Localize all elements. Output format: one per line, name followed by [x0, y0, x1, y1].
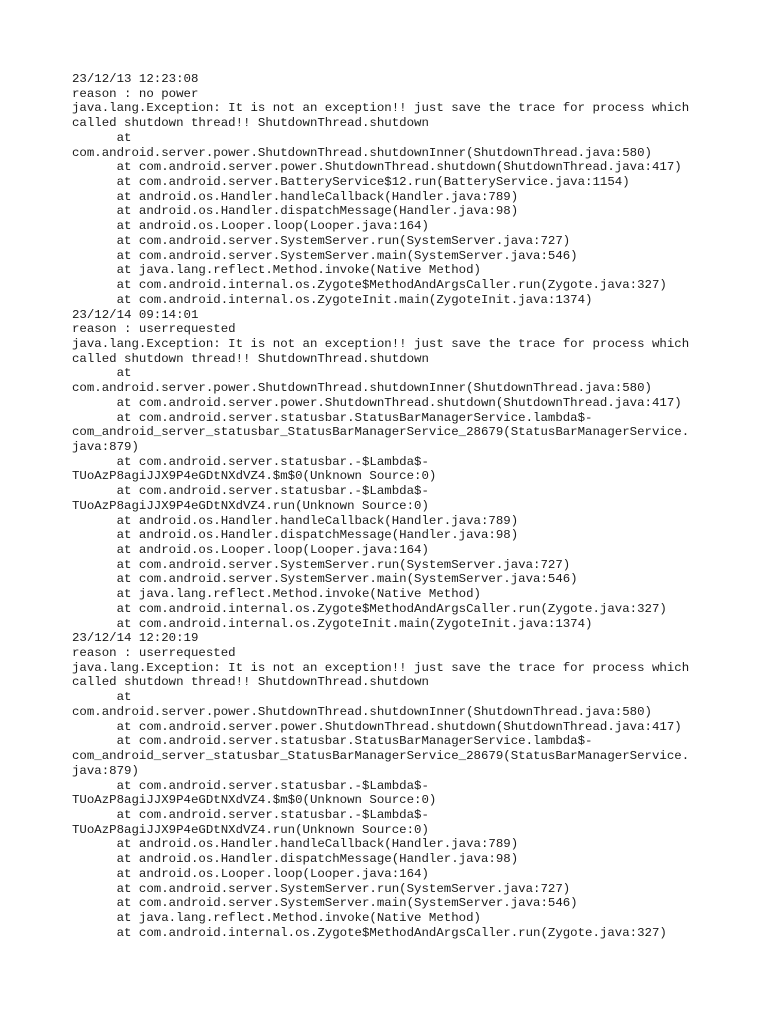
- log-line: java.lang.Exception: It is not an exception!! just save the trace for process which: [72, 660, 690, 675]
- log-line: reason : no power: [72, 86, 199, 101]
- log-line: TUoAzP8agiJJX9P4eGDtNXdVZ4.$m$0(Unknown Source:0): [72, 793, 437, 808]
- log-line: at com.android.server.statusbar.StatusBarManagerService.lambda$-: [72, 734, 593, 749]
- log-line: at com.android.server.statusbar.-$Lambda$-: [72, 484, 429, 499]
- log-line: at com.android.server.statusbar.StatusBarManagerService.lambda$-: [72, 410, 593, 425]
- shutdown-trace-log: [72, 72, 712, 940]
- log-line: at com.android.internal.os.Zygote$MethodAndArgsCaller.run(Zygote.java:327): [72, 925, 667, 940]
- log-line: at android.os.Looper.loop(Looper.java:164): [72, 543, 429, 557]
- log-line: at java.lang.reflect.Method.invoke(Native Method): [72, 263, 481, 278]
- log-line: at android.os.Handler.handleCallback(Handler.java:789): [72, 837, 519, 852]
- log-line: 23/12/14 09:14:01: [72, 307, 199, 322]
- log-line: at com.android.server.SystemServer.run(SystemServer.java:727): [72, 881, 571, 896]
- log-line: called shutdown thread!! ShutdownThread.shutdown: [72, 116, 429, 131]
- log-line: com.android.server.power.ShutdownThread.shutdownInner(ShutdownThread.java:580): [72, 704, 652, 719]
- log-line: at com.android.server.SystemServer.main(SystemServer.java:546): [72, 896, 578, 911]
- log-line: at com.android.server.BatteryService$12.run(BatteryService.java:1154): [72, 175, 630, 190]
- log-line: at android.os.Handler.dispatchMessage(Handler.java:98): [72, 852, 519, 867]
- log-line: at com.android.internal.os.ZygoteInit.main(ZygoteInit.java:1374): [72, 292, 593, 307]
- log-line: at: [72, 130, 132, 145]
- log-line: java:879): [72, 763, 139, 778]
- log-line: com_android_server_statusbar_StatusBarManagerService_28679(StatusBarManagerService.: [72, 749, 690, 764]
- log-line: com.android.server.power.ShutdownThread.shutdownInner(ShutdownThread.java:580): [72, 145, 652, 160]
- log-line: reason : userrequested: [72, 322, 236, 337]
- log-line: at: [72, 366, 132, 381]
- log-line: at android.os.Looper.loop(Looper.java:164): [72, 866, 429, 881]
- log-line: at android.os.Handler.handleCallback(Handler.java:789): [72, 189, 519, 204]
- log-line: at android.os.Handler.dispatchMessage(Handler.java:98): [72, 528, 519, 543]
- log-line: java.lang.Exception: It is not an exception!! just save the trace for process which: [72, 101, 690, 116]
- log-line: com_android_server_statusbar_StatusBarManagerService_28679(StatusBarManagerService.: [72, 425, 690, 440]
- log-line: at java.lang.reflect.Method.invoke(Native Method): [72, 910, 481, 925]
- log-line: at android.os.Looper.loop(Looper.java:164): [72, 219, 429, 234]
- log-line: 23/12/14 12:20:19: [72, 631, 199, 646]
- log-line: 23/12/13 12:23:08: [72, 72, 199, 86]
- log-line: com.android.server.power.ShutdownThread.shutdownInner(ShutdownThread.java:580): [72, 381, 652, 396]
- log-line: TUoAzP8agiJJX9P4eGDtNXdVZ4.run(Unknown Source:0): [72, 498, 429, 513]
- log-line: at com.android.server.power.ShutdownThread.shutdown(ShutdownThread.java:417): [72, 160, 682, 175]
- log-line: at com.android.server.statusbar.-$Lambda$-: [72, 454, 429, 469]
- log-line: at com.android.server.statusbar.-$Lambda$-: [72, 778, 429, 793]
- log-line: at com.android.server.power.ShutdownThread.shutdown(ShutdownThread.java:417): [72, 719, 682, 734]
- log-line: reason : userrequested: [72, 646, 236, 661]
- log-line: at com.android.server.SystemServer.main(SystemServer.java:546): [72, 248, 578, 263]
- log-line: at: [72, 690, 132, 705]
- log-line: at com.android.server.SystemServer.main(SystemServer.java:546): [72, 572, 578, 587]
- log-line: at java.lang.reflect.Method.invoke(Native Method): [72, 587, 481, 602]
- log-line: called shutdown thread!! ShutdownThread.shutdown: [72, 351, 429, 366]
- log-line: java:879): [72, 439, 139, 454]
- log-line: at android.os.Handler.handleCallback(Handler.java:789): [72, 513, 519, 528]
- log-line: java.lang.Exception: It is not an exception!! just save the trace for process which: [72, 336, 690, 351]
- log-line: called shutdown thread!! ShutdownThread.shutdown: [72, 675, 429, 690]
- log-line: at com.android.server.SystemServer.run(SystemServer.java:727): [72, 557, 571, 572]
- log-line: TUoAzP8agiJJX9P4eGDtNXdVZ4.run(Unknown Source:0): [72, 822, 429, 837]
- log-line: at com.android.internal.os.Zygote$MethodAndArgsCaller.run(Zygote.java:327): [72, 278, 667, 293]
- log-line: at com.android.internal.os.ZygoteInit.main(ZygoteInit.java:1374): [72, 616, 593, 631]
- log-line: at com.android.internal.os.Zygote$MethodAndArgsCaller.run(Zygote.java:327): [72, 601, 667, 616]
- log-line: at android.os.Handler.dispatchMessage(Handler.java:98): [72, 204, 519, 219]
- log-line: at com.android.server.statusbar.-$Lambda$-: [72, 807, 429, 822]
- log-line: at com.android.server.power.ShutdownThread.shutdown(ShutdownThread.java:417): [72, 395, 682, 410]
- log-line: at com.android.server.SystemServer.run(SystemServer.java:727): [72, 233, 571, 248]
- log-line: TUoAzP8agiJJX9P4eGDtNXdVZ4.$m$0(Unknown Source:0): [72, 469, 437, 484]
